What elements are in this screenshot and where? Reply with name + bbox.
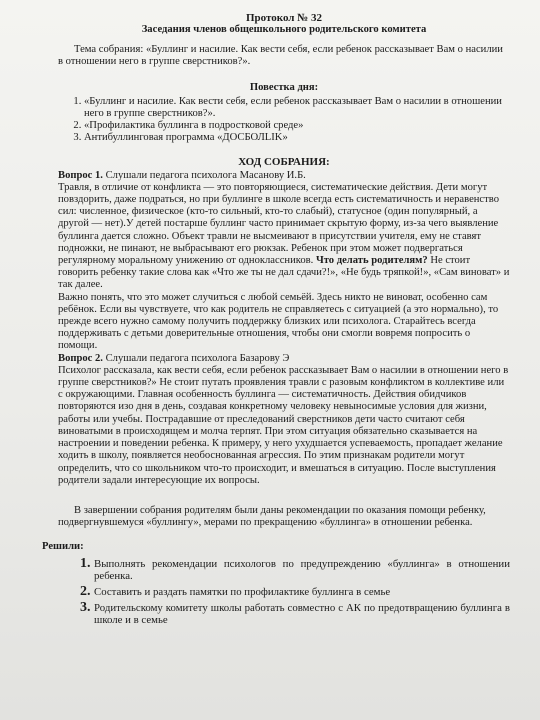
question-2-label: Вопрос 2.	[58, 352, 103, 364]
agenda-item: 3. Антибуллинговая программа «ДОСБОЛLIK»	[84, 132, 510, 144]
question-1-advice: Важно понять, что это может случиться с любой семьёй. Здесь никто не виноват, особенно сам ребёнок. Если вы чувствуете, что как родитель не справляетесь с ситуацией (а это нормально), то прежде всего нужно самому получить поддержку близких или психолога. Старайтесь всегда поддерживать с детьми доверительные отношения, чтобы они смогли вовремя попросить о помощи.	[58, 291, 499, 352]
question-1-body	[58, 182, 510, 292]
agenda-title: Повестка дня:	[249, 82, 319, 94]
question-1-heading	[58, 170, 510, 182]
protocol-subtitle: Заседания членов общешкольного родительского комитета	[141, 24, 427, 35]
decision-item: 3. Родительскому комитету школы работать совместно с АК по предотвращению буллинга в школе и в семье	[94, 602, 510, 626]
question-2-heading	[58, 353, 510, 365]
meeting-progress-title: ХОД СОБРАНИЯ:	[238, 156, 330, 169]
agenda-item: 1. «Буллинг и насилие. Как вести себя, если ребенок рассказывает Вам о насилии в отношении него в группе сверстников?».	[84, 96, 510, 120]
decision-item: 2. Составить и раздать памятки по профилактике буллинга в семье	[94, 586, 510, 598]
question-1-speaker: Слушали педагога психолога Масанову И.Б.	[102, 169, 306, 181]
meeting-topic: Тема собрания: «Буллинг и насилие. Как вести себя, если ребенок рассказывает Вам о насилии в отношении него в группе сверстников?».	[58, 44, 503, 68]
question-2-speaker: Слушали педагога психолога Базарову Э	[102, 352, 290, 364]
agenda-item: 2. «Профилактика буллинга в подростковой среде»	[84, 120, 510, 132]
question-2-body: Психолог рассказала, как вести себя, если ребенок рассказывает Вам о насилии в отношении него в группе сверстников?» Не стоит путать проявления травли с разовым конфликтом в коллективе или с окружающими. Главная особенность буллинга — систематичность. Действия обидчиков повторяются изо дня в день, создавая конкретному человеку невыносимые условия для жизни, работы или учебы. Пострадавшие от преследований сверстников дети часто считают себя виноватыми в происходящем и молча терпят. При этом ситуация обязательно сказывается на настроении и поведении ребенка. К примеру, у него ухудшается успеваемость, пропадает желание ходить в школу, появляется необоснованная агрессия. По этим признакам родители могут определить, что со школьником что-то происходит, и вмешаться в ситуацию. После выступления родители задали интересующие их вопросы.	[58, 364, 509, 486]
question-1-label: Вопрос 1.	[58, 169, 103, 181]
question-1-what-to-do: Что делать родителям?	[315, 255, 428, 267]
question-1-text-b: Не стоит говорить ребенку такие слова как «Что же ты не дал сдачи?!», «Не будь тряпкой!», «Сам виноват» и так далее.	[58, 255, 510, 291]
agenda-list	[58, 96, 510, 145]
question-1-text-a: Травля, в отличие от конфликта — это повторяющиеся, систематические действия. Дети могут повздорить, даже подраться, но при буллинге в школе всегда есть систематичность и неравенство сил: численное, физическое (кто-то сильный, кто-то слабый), статусное (один популярный, а другой — нет).У детей постарше буллинг часто принимает скрытую форму, из-за чего выявление буллинга дается сложно. Объект травли не высмеивают в присутствии учителя, ему не ставят подножки, не пинают, не выбрасывают его рюкзак. Ребенок при этом может подвергаться регулярному моральному унижению от одноклассников.	[58, 181, 499, 267]
closing-paragraph: В завершении собрания родителям были даны рекомендации по оказания помощи ребенку, подвергнувшемуся «буллингу», мерами по прекращению «буллинга» в отношении ребенка.	[58, 504, 486, 529]
protocol-title: Протокол № 32	[245, 12, 323, 24]
decision-item: 1. Выполнять рекомендации психологов по предупреждению «буллинга» в отношении ребенка.	[94, 558, 510, 582]
decisions-title: Решили:	[42, 541, 84, 553]
decisions-list	[58, 558, 510, 627]
